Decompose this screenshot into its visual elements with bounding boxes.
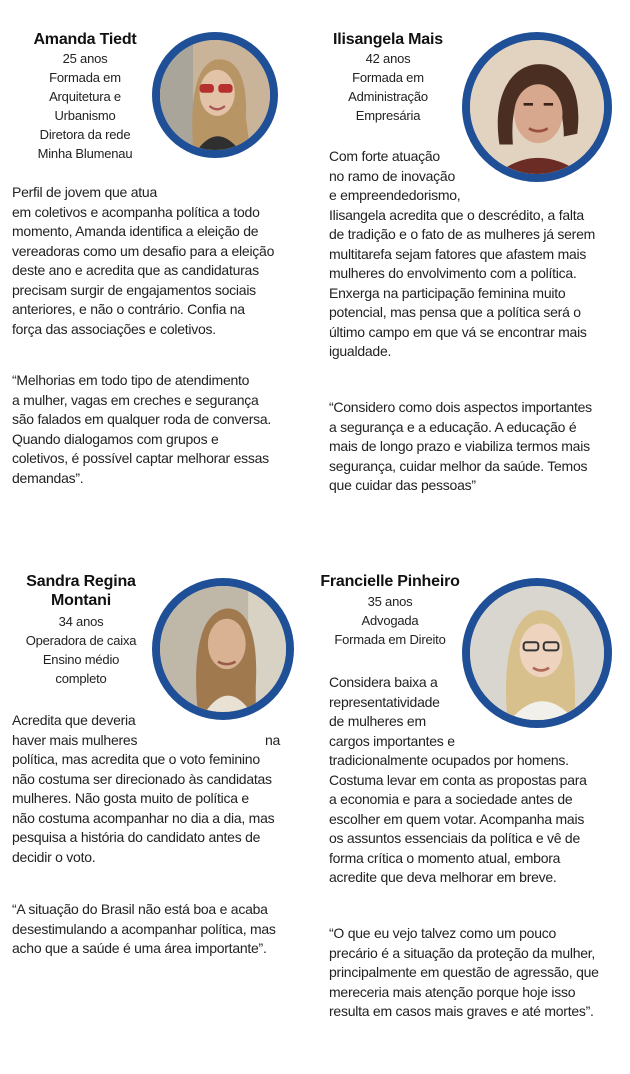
bio-line: cargos importantes e <box>329 732 455 749</box>
profile-bio-sandra <box>12 711 312 867</box>
bio-line: Perfil de jovem que atua <box>12 184 157 200</box>
meta-line: Administração <box>348 89 428 104</box>
meta-line: Urbanismo <box>54 108 116 123</box>
profile-meta <box>320 592 460 649</box>
bio-line: não costuma ser direcionado às candidatas <box>12 770 272 787</box>
bio-line: Acredita que deveria <box>12 712 136 728</box>
quote-line: acho que a saúde é uma área importante”. <box>12 940 267 956</box>
profile-meta <box>6 612 156 688</box>
quote-line: mereceria mais atenção porque hoje isso <box>329 983 576 1000</box>
quote-line: “O que eu vejo talvez como um pouco <box>329 925 557 941</box>
bio-line: Considera baixa a <box>329 674 438 690</box>
meta-line: completo <box>55 671 107 686</box>
profile-quote-amanda <box>12 371 312 488</box>
meta-line: Empresária <box>355 108 421 123</box>
bio-line: Costuma levar em conta as propostas para <box>329 771 587 788</box>
bio-line: momento, Amanda identifica a eleição de <box>12 223 259 239</box>
bio-line: acredite que deva melhorar em breve. <box>329 869 557 885</box>
quote-line: mais de longo prazo e viabiliza termos mais <box>329 438 590 454</box>
quote-line: “Melhorias em todo tipo de atendimento <box>12 372 250 388</box>
bio-line: não costuma acompanhar no dia a dia, mas <box>12 809 275 826</box>
bio-line: de tradição e o fato de as mulheres já serem <box>329 226 596 242</box>
quote-line: desestimulando a acompanhar política, mas <box>12 920 276 937</box>
bio-line: deste ano e acredita que as candidaturas <box>12 262 259 278</box>
bio-line-end: na <box>265 731 281 748</box>
profile-bio-ilisangela <box>329 147 621 362</box>
bio-line: escolher em quem votar. Acompanha mais <box>329 810 585 827</box>
bio-line: Enxerga na participação feminina muito <box>329 284 566 301</box>
bio-line: política, mas acredita que o voto feminino <box>12 751 260 767</box>
profile-photo-amanda <box>152 32 278 158</box>
quote-line: a mulher, vagas em creches e segurança <box>12 391 259 408</box>
meta-line: 42 anos <box>365 51 411 66</box>
meta-line: Formada em <box>352 70 424 85</box>
meta-line: Diretora da rede <box>39 127 131 142</box>
bio-line: mulheres do envolvimento com a política. <box>329 265 577 281</box>
meta-line: Minha Blumenau <box>37 146 133 161</box>
quote-line: coletivos, é possível captar melhorar essas <box>12 450 269 466</box>
quote-line: precário é a situação da proteção da mulher, <box>329 944 596 961</box>
quote-line: resulta em casos mais graves e até mortes”. <box>329 1003 594 1019</box>
profile-quote-ilisangela <box>329 398 621 496</box>
bio-line: tradicionalmente ocupados por homens. <box>329 752 569 768</box>
profile-quote-francielle <box>329 924 625 1022</box>
name-line: Montani <box>51 592 111 609</box>
quote-line: demandas”. <box>12 469 84 486</box>
meta-line: 34 anos <box>58 614 104 629</box>
bio-line: mulheres. Não gosta muito de política e <box>12 790 249 806</box>
bio-line: de mulheres em <box>329 713 426 729</box>
bio-line: decidir o voto. <box>12 848 96 865</box>
bio-line: pesquisa a história do candidato antes de <box>12 829 261 845</box>
meta-line: Ensino médio <box>42 652 120 667</box>
quote-line: “A situação do Brasil não está boa e acaba <box>12 901 268 917</box>
bio-line: em coletivos e acompanha política a todo <box>12 203 260 220</box>
meta-line: 25 anos <box>62 51 108 66</box>
profile-name <box>6 572 156 610</box>
profile-bio-francielle <box>329 673 621 888</box>
quote-line: Quando dialogamos com grupos e <box>12 430 219 447</box>
bio-line: representatividade <box>329 693 440 710</box>
quote-line: principalmente em questão de agressão, que <box>329 964 599 980</box>
meta-line: 35 anos <box>367 594 413 609</box>
bio-line: potencial, mas pensa que a política será o <box>329 304 581 320</box>
name-line: Sandra Regina <box>26 573 136 590</box>
quote-line: a segurança e a educação. A educação é <box>329 418 577 435</box>
bio-line: vereadoras como um desafio para a eleição <box>12 242 275 259</box>
profile-meta <box>318 49 458 125</box>
meta-line: Advogada <box>361 613 419 628</box>
quote-line: “Considero como dois aspectos importantes <box>329 399 592 415</box>
quote-line: segurança, cuidar melhor da saúde. Temos <box>329 457 588 474</box>
bio-line: precisam surgir de engajamentos sociais <box>12 281 256 298</box>
bio-line: e empreendedorismo, <box>329 187 461 203</box>
bio-line: igualdade. <box>329 343 392 359</box>
bio-line <box>12 731 312 751</box>
profile-quote-sandra <box>12 900 312 959</box>
meta-line: Arquitetura e <box>49 89 121 104</box>
bio-line: último campo em que vá se encontrar mais <box>329 323 587 340</box>
bio-line: os assuntos essenciais da política e vê de <box>329 830 580 846</box>
bio-line: anteriores, e não o contrário. Confia na <box>12 301 245 317</box>
meta-line: Formada em <box>49 70 121 85</box>
meta-line: Operadora de caixa <box>25 633 137 648</box>
profile-name: Ilisangela Mais <box>333 31 443 48</box>
bio-line-start: haver mais mulheres <box>12 731 138 748</box>
bio-line: Com forte atuação <box>329 148 440 164</box>
bio-line: no ramo de inovação <box>329 167 456 184</box>
bio-line: multitarefa sejam fatores que afastem mais <box>329 245 587 262</box>
profile-bio-amanda <box>12 183 312 339</box>
profile-name: Amanda Tiedt <box>33 31 137 48</box>
profile-meta <box>0 49 170 163</box>
meta-line: Formada em Direito <box>334 632 446 647</box>
profile-name: Francielle Pinheiro <box>320 573 460 590</box>
quote-line: que cuidar das pessoas” <box>329 477 476 493</box>
bio-line: a economia e para a sociedade antes de <box>329 791 573 807</box>
quote-line: são falados em qualquer roda de conversa. <box>12 411 272 427</box>
bio-line: forma crítica o momento atual, embora <box>329 849 561 866</box>
profile-photo-sandra <box>152 578 294 720</box>
bio-line: força das associações e coletivos. <box>12 320 216 337</box>
bio-line: Ilisangela acredita que o descrédito, a falta <box>329 206 584 223</box>
